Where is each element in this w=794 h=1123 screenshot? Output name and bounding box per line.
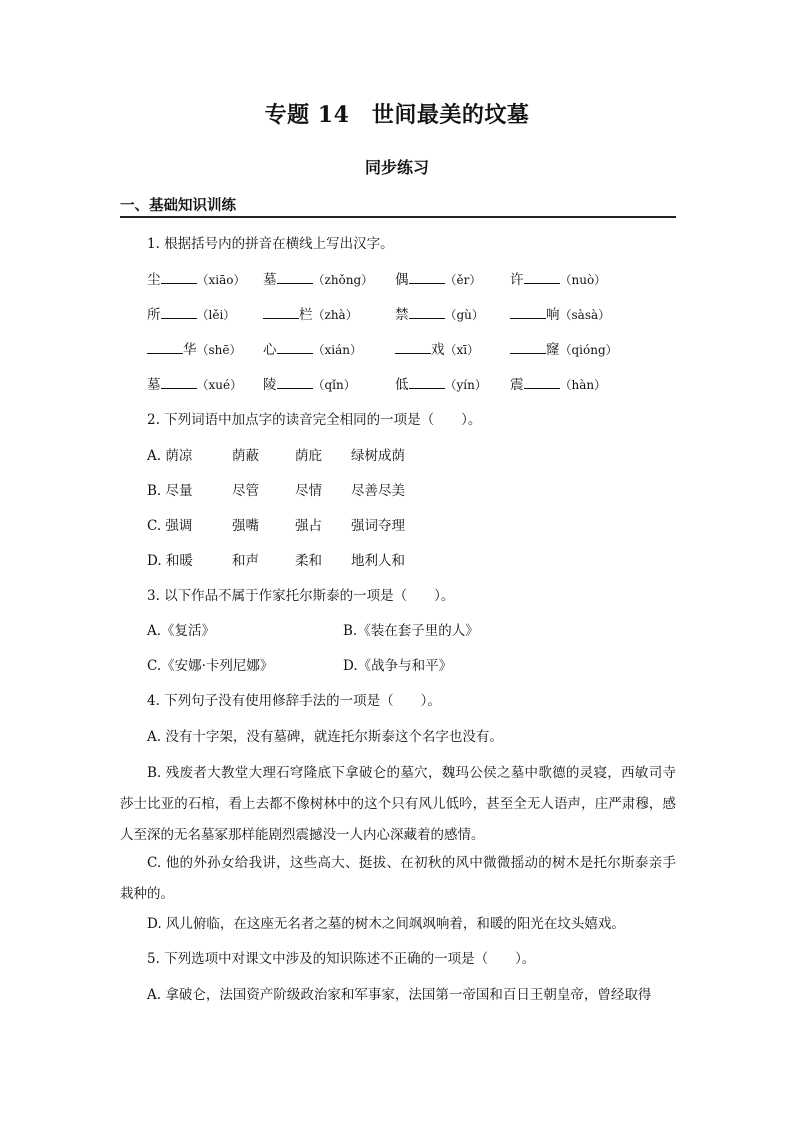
character: 偶: [395, 272, 409, 288]
pinyin: （nuò）: [559, 273, 607, 287]
answer-blank[interactable]: [510, 340, 546, 354]
character: 许: [510, 272, 524, 288]
answer-blank[interactable]: [277, 270, 313, 284]
option-word: 荫庇: [295, 448, 322, 464]
option-word: 尽善尽美: [351, 483, 405, 499]
pinyin: （yín）: [444, 378, 487, 392]
pinyin: （xiāo）: [196, 273, 246, 287]
character: 栏: [299, 307, 313, 323]
answer-blank[interactable]: [161, 270, 197, 284]
option-word: 强嘴: [232, 518, 259, 534]
pinyin-item: [510, 340, 618, 360]
character: 低: [395, 377, 409, 393]
pinyin: （sàsà）: [559, 308, 611, 322]
pinyin-item: [147, 305, 235, 325]
pinyin-item: [147, 375, 242, 395]
pinyin-item: [395, 340, 479, 360]
section-heading: [120, 196, 676, 220]
option-word: 强占: [295, 518, 322, 534]
character: 响: [546, 307, 560, 323]
pinyin: （shē）: [196, 343, 242, 357]
pinyin: （qióng）: [559, 343, 618, 357]
option-label-word: C. 强调: [147, 518, 193, 534]
question-4-option-b: B. 残废者大教堂大理石穹隆底下拿破仑的墓穴，魏玛公侯之墓中歌德的灵寝，西敏司寺莎士比亚的石棺，看上去都不像树林中的这个只有风儿低吟，甚至全无人语声，庄严肃穆，感人至深的无名墓冢那样能剧烈震撼没一人内心深藏着的感情。: [120, 765, 676, 843]
option-word: 绿树成荫: [351, 448, 405, 464]
character: 震: [510, 377, 524, 393]
option-label-word: A. 荫凉: [147, 448, 193, 464]
answer-blank[interactable]: [277, 375, 313, 389]
question-4-option-d: D. 风儿俯临，在这座无名者之墓的树木之间飒飒响着，和暖的阳光在坟头嬉戏。: [147, 916, 625, 932]
question-5-stem: 5. 下列选项中对课文中涉及的知识陈述不正确的一项是（ ）。: [147, 951, 536, 967]
page-title: 专题 14 世间最美的坟墓: [264, 102, 530, 128]
pinyin-item: [395, 305, 484, 325]
pinyin-item: [263, 305, 358, 325]
character: 华: [183, 342, 197, 358]
pinyin-item: [263, 375, 356, 395]
pinyin: （xī）: [444, 343, 480, 357]
question-3-option-c: C.《安娜·卡列尼娜》: [147, 658, 274, 674]
option-word: 强词夺理: [351, 518, 405, 534]
pinyin-item: [395, 375, 487, 395]
character: 墓: [147, 377, 161, 393]
pinyin-item: [510, 305, 610, 325]
pinyin: （zhà）: [312, 308, 358, 322]
character: 陵: [263, 377, 277, 393]
pinyin-item: [395, 270, 481, 290]
character: 尘: [147, 272, 161, 288]
pinyin: （qǐn）: [312, 378, 356, 392]
option-word: 地利人和: [351, 553, 405, 569]
character: 墓: [263, 272, 277, 288]
answer-blank[interactable]: [161, 305, 197, 319]
character: 窿: [546, 342, 560, 358]
answer-blank[interactable]: [147, 340, 183, 354]
answer-blank[interactable]: [524, 270, 560, 284]
question-3-option-d: D.《战争与和平》: [343, 658, 453, 674]
answer-blank[interactable]: [277, 340, 313, 354]
question-3-stem: 3. 以下作品不属于作家托尔斯泰的一项是（ ）。: [147, 588, 455, 604]
pinyin-item: [147, 340, 242, 360]
character: 心: [263, 342, 277, 358]
section-underline: [120, 216, 676, 218]
character: 禁: [395, 307, 409, 323]
pinyin-item: [510, 270, 606, 290]
option-word: 荫蔽: [232, 448, 259, 464]
pinyin: （zhǒng）: [312, 273, 374, 287]
answer-blank[interactable]: [409, 375, 445, 389]
question-4-stem: 4. 下列句子没有使用修辞手法的一项是（ ）。: [147, 693, 441, 709]
page-subtitle: 同步练习: [364, 158, 429, 177]
pinyin: （lěi）: [196, 308, 236, 322]
answer-blank[interactable]: [510, 305, 546, 319]
answer-blank[interactable]: [263, 305, 299, 319]
question-4-option-c: C. 他的外孙女给我讲，这些高大、挺拔、在初秋的风中微微摇动的树木是托尔斯泰亲手栽种的。: [120, 855, 676, 902]
option-word: 和声: [232, 553, 259, 569]
answer-blank[interactable]: [409, 305, 445, 319]
answer-blank[interactable]: [524, 375, 560, 389]
pinyin-item: [510, 375, 606, 395]
question-3-option-b: B.《装在套子里的人》: [343, 623, 479, 639]
question-1-stem: 1. 根据括号内的拼音在横线上写出汉字。: [147, 236, 394, 252]
character: 戏: [431, 342, 445, 358]
question-5-option-a: A. 拿破仑，法国资产阶级政治家和军事家，法国第一帝国和百日王朝皇帝，曾经取得: [147, 987, 652, 1003]
pinyin: （hàn）: [559, 378, 607, 392]
answer-blank[interactable]: [409, 270, 445, 284]
pinyin: （gù）: [444, 308, 484, 322]
pinyin: （ěr）: [444, 273, 482, 287]
question-3-option-a: A.《复活》: [147, 623, 216, 639]
pinyin: （xué）: [196, 378, 243, 392]
answer-blank[interactable]: [395, 340, 431, 354]
section-heading-label: 一、基础知识训练: [120, 197, 236, 214]
question-2-stem: 2. 下列词语中加点字的读音完全相同的一项是（ ）。: [147, 412, 482, 428]
pinyin-item: [263, 270, 373, 290]
character: 所: [147, 307, 161, 323]
option-word: 柔和: [295, 553, 322, 569]
answer-blank[interactable]: [161, 375, 197, 389]
option-label-word: B. 尽量: [147, 483, 193, 499]
pinyin-item: [147, 270, 246, 290]
option-word: 尽情: [295, 483, 322, 499]
pinyin-item: [263, 340, 362, 360]
question-4-option-a: A. 没有十字架，没有墓碑，就连托尔斯泰这个名字也没有。: [147, 729, 503, 745]
option-word: 尽管: [232, 483, 259, 499]
pinyin: （xián）: [312, 343, 362, 357]
option-label-word: D. 和暖: [147, 553, 193, 569]
